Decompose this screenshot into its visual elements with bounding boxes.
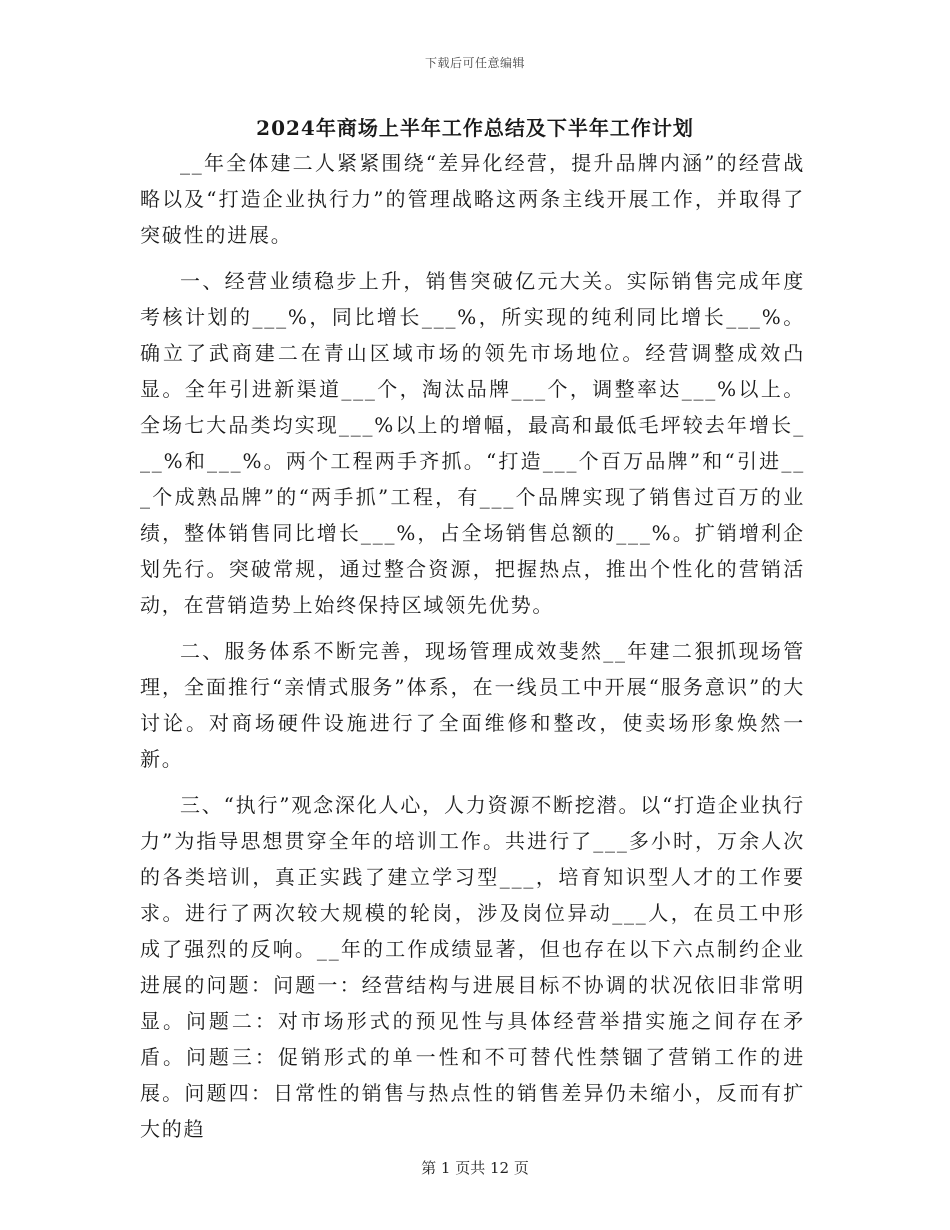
page-number-footer: 第 1 页共 12 页 <box>421 1159 529 1177</box>
document-body <box>140 145 805 1147</box>
paragraph-section-2: 二、服务体系不断完善，现场管理成效斐然__年建二狠抓现场管理，全面推行“亲情式服务”体系，在一线员工中开展“服务意识”的大讨论。对商场硬件设施进行了全面维修和整改，使卖场形象焕然一新。 <box>140 639 805 771</box>
header-note: 下载后可任意编辑 <box>424 56 525 70</box>
document-title: 2024年商场上半年工作总结及下半年工作计划 <box>256 116 694 140</box>
paragraph-section-1: 一、经营业绩稳步上升，销售突破亿元大关。实际销售完成年度考核计划的___%，同比增长___%，所实现的纯利同比增长___%。确立了武商建二在青山区域市场的领先市场地位。经营调整成效凸显。全年引进新渠道___个，淘汰品牌___个，调整率达___%以上。全场七大品类均实现___%以上的增幅，最高和最低毛坪较去年增长___%和___%。两个工程两手齐抓。“打造___个百万品牌”和“引进___个成熟品牌”的“两手抓”工程，有___个品牌实现了销售过百万的业绩，整体销售同比增长___%，占全场销售总额的___%。扩销增利企划先行。突破常规，通过整合资源，把握热点，推出个性化的营销活动，在营销造势上始终保持区域领先优势。 <box>140 269 805 617</box>
paragraph-section-3: 三、“执行”观念深化人心，人力资源不断挖潜。以“打造企业执行力”为指导思想贯穿全年的培训工作。共进行了___多小时，万余人次的各类培训，真正实践了建立学习型___，培育知识型人才的工作要求。进行了两次较大规模的轮岗，涉及岗位异动___人，在员工中形成了强烈的反响。__年的工作成绩显著，但也存在以下六点制约企业进展的问题：问题一：经营结构与进展目标不协调的状况依旧非常明显。问题二：对市场形式的预见性与具体经营举措实施之间存在矛盾。问题三：促销形式的单一性和不可替代性禁锢了营销工作的进展。问题四：日常性的销售与热点性的销售差异仍未缩小，反而有扩大的趋 <box>140 793 805 1141</box>
paragraph-intro: __年全体建二人紧紧围绕“差异化经营，提升品牌内涵”的经营战略以及“打造企业执行力”的管理战略这两条主线开展工作，并取得了突破性的进展。 <box>140 151 805 247</box>
